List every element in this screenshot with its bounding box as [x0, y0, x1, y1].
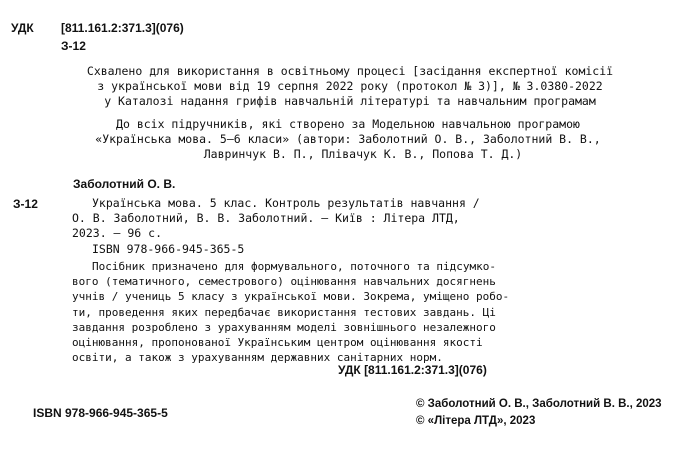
approval-line: у Каталозі надання грифів навчальній літературі та навчальним програмам	[104, 94, 596, 108]
annotation-line: оцінювання, пропонованої Українським центром оцінювання якості	[72, 336, 483, 350]
catalog-title	[72, 196, 480, 241]
catalog-title-line: 2023. – 96 с.	[72, 226, 163, 240]
catalog-title-line: О. В. Заболотний, В. В. Заболотний. – Київ : Літера ЛТД,	[72, 211, 460, 225]
annotation-line: вого (тематичного, семестрового) оцінювання навчальних досягнень	[72, 275, 496, 289]
program-note-line: До всіх підручників, які створено за Модельною навчальною програмою	[116, 117, 580, 131]
bbk-code: З-12	[61, 39, 86, 53]
catalog-title-line: Українська мова. 5 клас. Контроль результатів навчання /	[92, 196, 480, 210]
program-note-block	[0, 117, 698, 162]
udk-footer: УДК [811.161.2:371.3](076)	[338, 363, 487, 377]
author-heading: Заболотний О. В.	[73, 177, 176, 191]
udk-label: УДК	[11, 21, 34, 35]
approval-line: Схвалено для використання в освітньому процесі [засідання експертної комісії	[86, 64, 614, 78]
catalog-bbk: З-12	[13, 197, 38, 211]
program-note-line: «Українська мова. 5–6 класи» (автори: Заболотний О. В., Заболотний В. В.,	[95, 132, 601, 146]
annotation-line: учнів / учениць 5 класу з української мови. Зокрема, уміщено робо-	[72, 290, 510, 304]
annotation-line: ти, проведення яких передбачає використання тестових завдань. Ці	[72, 305, 496, 319]
annotation-line: завдання розроблено з урахуванням моделі зовнішнього незалежного	[72, 320, 496, 334]
annotation-line: освіти, а також з урахуванням державних санітарних норм.	[72, 351, 443, 365]
approval-block	[0, 64, 700, 109]
annotation-text	[72, 259, 510, 365]
approval-line: з української мови від 19 серпня 2022 року (протокол № 3)], № 3.0380-2022	[97, 79, 603, 93]
copyright-publisher: © «Літера ЛТД», 2023	[416, 415, 536, 427]
catalog-isbn: ISBN 978-966-945-365-5	[92, 242, 245, 256]
copyright-authors: © Заболотний О. В., Заболотний В. В., 2023	[416, 398, 662, 410]
udk-code: [811.161.2:371.3](076)	[61, 21, 184, 35]
annotation-line: Посібник призначено для формувального, поточного та підсумко-	[92, 260, 496, 273]
program-note-line: Лавринчук В. П., Плівачук К. В., Попова Т. Д.)	[203, 147, 523, 161]
footer-isbn: ISBN 978-966-945-365-5	[33, 406, 168, 420]
